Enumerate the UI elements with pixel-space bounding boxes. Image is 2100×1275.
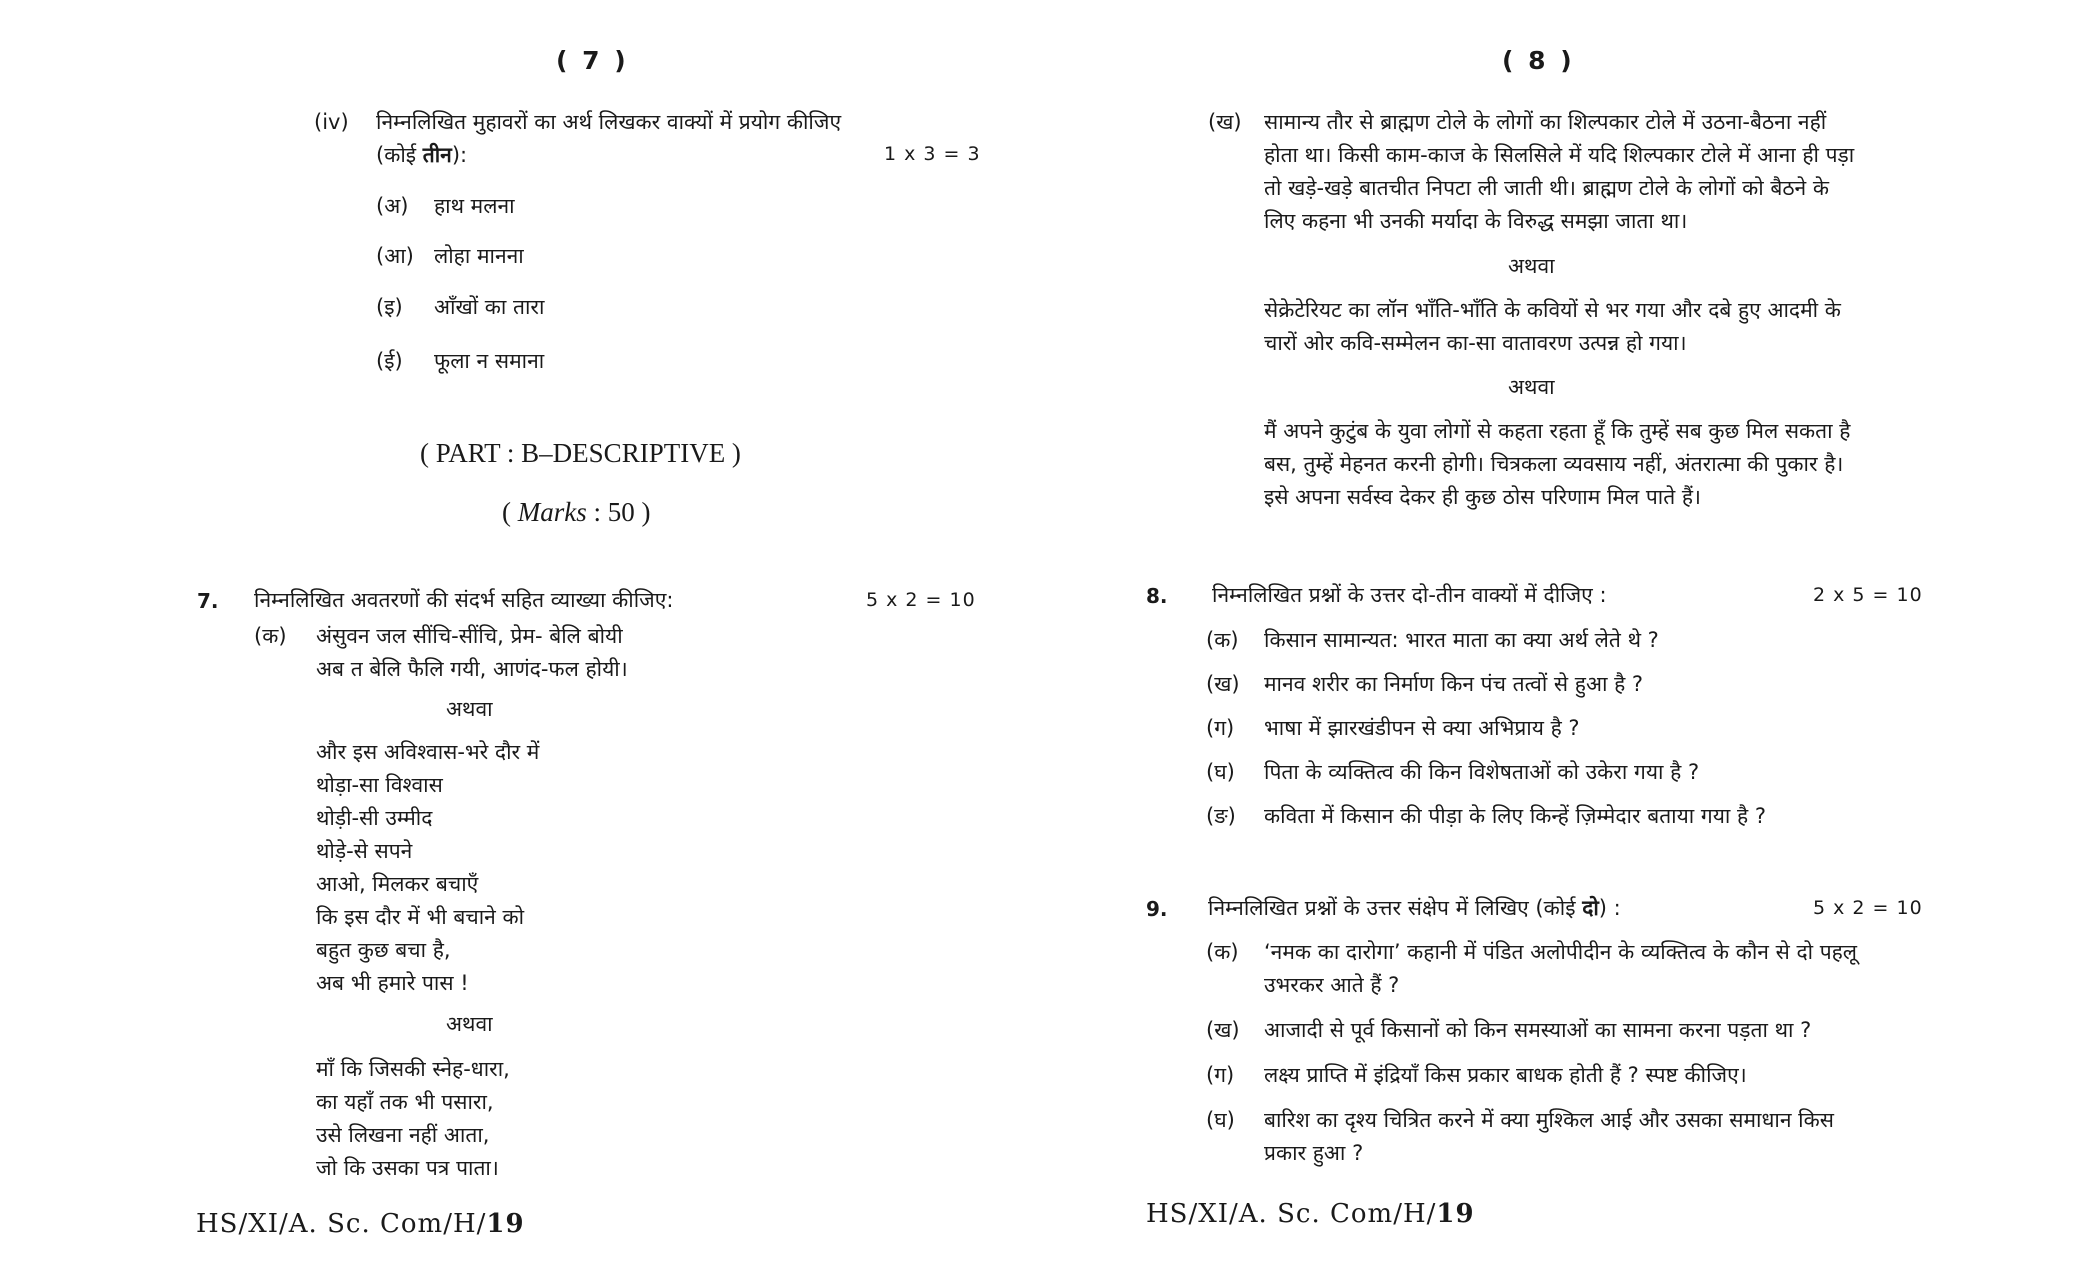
list-item-label: (घ): [1206, 1108, 1235, 1132]
verse-line: आओ, मिलकर बचाएँ: [316, 872, 479, 896]
para-line: बस, तुम्हें मेहनत करनी होगी। चित्रकला व्यवसाय नहीं, अंतरात्मा की पुकार है।: [1264, 452, 1844, 476]
list-item-label: (घ): [1206, 760, 1235, 784]
verse-line: अब भी हमारे पास !: [316, 971, 469, 995]
list-item-text: ‘नमक का दारोगा’ कहानी में पंडित अलोपीदीन के व्यक्तित्व के कौन से दो पहलू: [1264, 940, 1858, 964]
para-line: मैं अपने कुटुंब के युवा लोगों से कहता रहता हूँ कि तुम्हें सब कुछ मिल सकता है: [1264, 419, 1851, 443]
q-iv-instruction: निम्नलिखित मुहावरों का अर्थ लिखकर वाक्यों में प्रयोग कीजिए: [376, 110, 842, 134]
verse-line: थोड़ा-सा विश्वास: [316, 773, 443, 797]
footer-code-left: HS/XI/A. Sc. Com/H/19: [196, 1209, 525, 1239]
q7-number: 7.: [197, 589, 219, 613]
q7-marks: 5 x 2 = 10: [866, 589, 976, 611]
list-item-label: (ई): [376, 349, 403, 373]
q-iv-marks: 1 x 3 = 3: [884, 143, 981, 165]
page-number-left: ( 7 ): [556, 46, 629, 75]
para-line: इसे अपना सर्वस्व देकर ही कुछ ठोस परिणाम मिल पाते हैं।: [1264, 485, 1702, 509]
list-item-text: पिता के व्यक्तित्व की किन विशेषताओं को उकेरा गया है ?: [1264, 760, 1700, 784]
q8-number: 8.: [1146, 584, 1168, 608]
verse-line: अंसुवन जल सींचि-सींचि, प्रेम- बेलि बोयी: [316, 624, 623, 648]
verse-line: अब त बेलि फैलि गयी, आणंद-फल होयी।: [316, 657, 628, 681]
list-item-label: (ग): [1206, 716, 1235, 740]
or-separator: अथवा: [1508, 254, 1555, 278]
list-item-label: (ङ): [1206, 804, 1236, 828]
q-iv-number: (iv): [314, 110, 349, 134]
list-item-text: हाथ मलना: [434, 194, 515, 218]
list-item-label: (क): [1206, 628, 1239, 652]
verse-line: जो कि उसका पत्र पाता।: [316, 1156, 499, 1180]
para-line: होता था। किसी काम-काज के सिलसिले में यदि शिल्पकार टोले में आना ही पड़ा: [1264, 143, 1855, 167]
list-item-label: (अ): [376, 194, 409, 218]
kha-label: (ख): [1208, 110, 1242, 134]
list-item-text: कविता में किसान की पीड़ा के लिए किन्हें ज़िम्मेदार बताया गया है ?: [1264, 804, 1766, 828]
verse-line: उसे लिखना नहीं आता,: [316, 1123, 490, 1147]
para-line: लिए कहना भी उनकी मर्यादा के विरुद्ध समझा जाता था।: [1264, 209, 1688, 233]
marks-heading: ( Marks : 50 ): [502, 497, 651, 527]
or-separator: अथवा: [446, 697, 493, 721]
list-item-text: लक्ष्य प्राप्ति में इंद्रियाँ किस प्रकार बाधक होती हैं ? स्पष्ट कीजिए।: [1264, 1063, 1747, 1087]
list-item-text: किसान सामान्यत: भारत माता का क्या अर्थ लेते थे ?: [1264, 628, 1659, 652]
verse-line: बहुत कुछ बचा है,: [316, 938, 451, 962]
list-item-text: लोहा मानना: [434, 244, 524, 268]
list-item-label: (क): [1206, 940, 1239, 964]
or-separator: अथवा: [446, 1012, 493, 1036]
verse-line: और इस अविश्वास-भरे दौर में: [316, 740, 540, 764]
list-item-text: बारिश का दृश्य चित्रित करने में क्या मुश्किल आई और उसका समाधान किस: [1264, 1108, 1834, 1132]
list-item-label: (ख): [1206, 672, 1240, 696]
list-item-text: आँखों का तारा: [434, 295, 545, 319]
q8-marks: 2 x 5 = 10: [1813, 584, 1923, 606]
q8-instruction: निम्नलिखित प्रश्नों के उत्तर दो-तीन वाक्यों में दीजिए :: [1212, 583, 1607, 607]
verse-line: थोड़े-से सपने: [316, 839, 413, 863]
list-item-text: मानव शरीर का निर्माण किन पंच तत्वों से हुआ है ?: [1264, 672, 1644, 696]
para-line: सामान्य तौर से ब्राह्मण टोले के लोगों का शिल्पकार टोले में उठना-बैठना नहीं: [1264, 110, 1827, 134]
footer-code-right: HS/XI/A. Sc. Com/H/19: [1146, 1199, 1475, 1229]
para-line: सेक्रेटेरियट का लॉन भाँति-भाँति के कवियों से भर गया और दबे हुए आदमी के: [1264, 298, 1841, 322]
list-item-text: फूला न समाना: [434, 349, 545, 373]
page-number-right: ( 8 ): [1502, 46, 1575, 75]
list-item-label: (ख): [1206, 1018, 1240, 1042]
list-item-label: (इ): [376, 295, 403, 319]
verse-line: कि इस दौर में भी बचाने को: [316, 905, 525, 929]
list-item-text: प्रकार हुआ ?: [1264, 1141, 1364, 1165]
list-item-text: आजादी से पूर्व किसानों को किन समस्याओं का सामना करना पड़ता था ?: [1264, 1018, 1812, 1042]
list-item-text: भाषा में झारखंडीपन से क्या अभिप्राय है ?: [1264, 716, 1580, 740]
verse-line: का यहाँ तक भी पसारा,: [316, 1090, 494, 1114]
list-item-text: उभरकर आते हैं ?: [1264, 973, 1400, 997]
q-iv-instruction-line2: (कोई तीन):: [376, 143, 468, 167]
list-item-label: (ग): [1206, 1063, 1235, 1087]
q7-label: (क): [254, 624, 287, 648]
verse-line: माँ कि जिसकी स्नेह-धारा,: [316, 1057, 510, 1081]
list-item-label: (आ): [376, 244, 414, 268]
para-line: तो खड़े-खड़े बातचीत निपटा ली जाती थी। ब्राह्मण टोले के लोगों को बैठने के: [1264, 176, 1830, 200]
q7-instruction: निम्नलिखित अवतरणों की संदर्भ सहित व्याख्या कीजिए:: [254, 588, 674, 612]
q9-instruction: निम्नलिखित प्रश्नों के उत्तर संक्षेप में लिखिए (कोई दो) :: [1208, 896, 1621, 920]
para-line: चारों ओर कवि-सम्मेलन का-सा वातावरण उत्पन्न हो गया।: [1264, 331, 1687, 355]
q9-number: 9.: [1146, 897, 1168, 921]
q9-marks: 5 x 2 = 10: [1813, 897, 1923, 919]
verse-line: थोड़ी-सी उम्मीद: [316, 806, 433, 830]
part-heading: ( PART : B–DESCRIPTIVE ): [420, 438, 741, 468]
or-separator: अथवा: [1508, 375, 1555, 399]
